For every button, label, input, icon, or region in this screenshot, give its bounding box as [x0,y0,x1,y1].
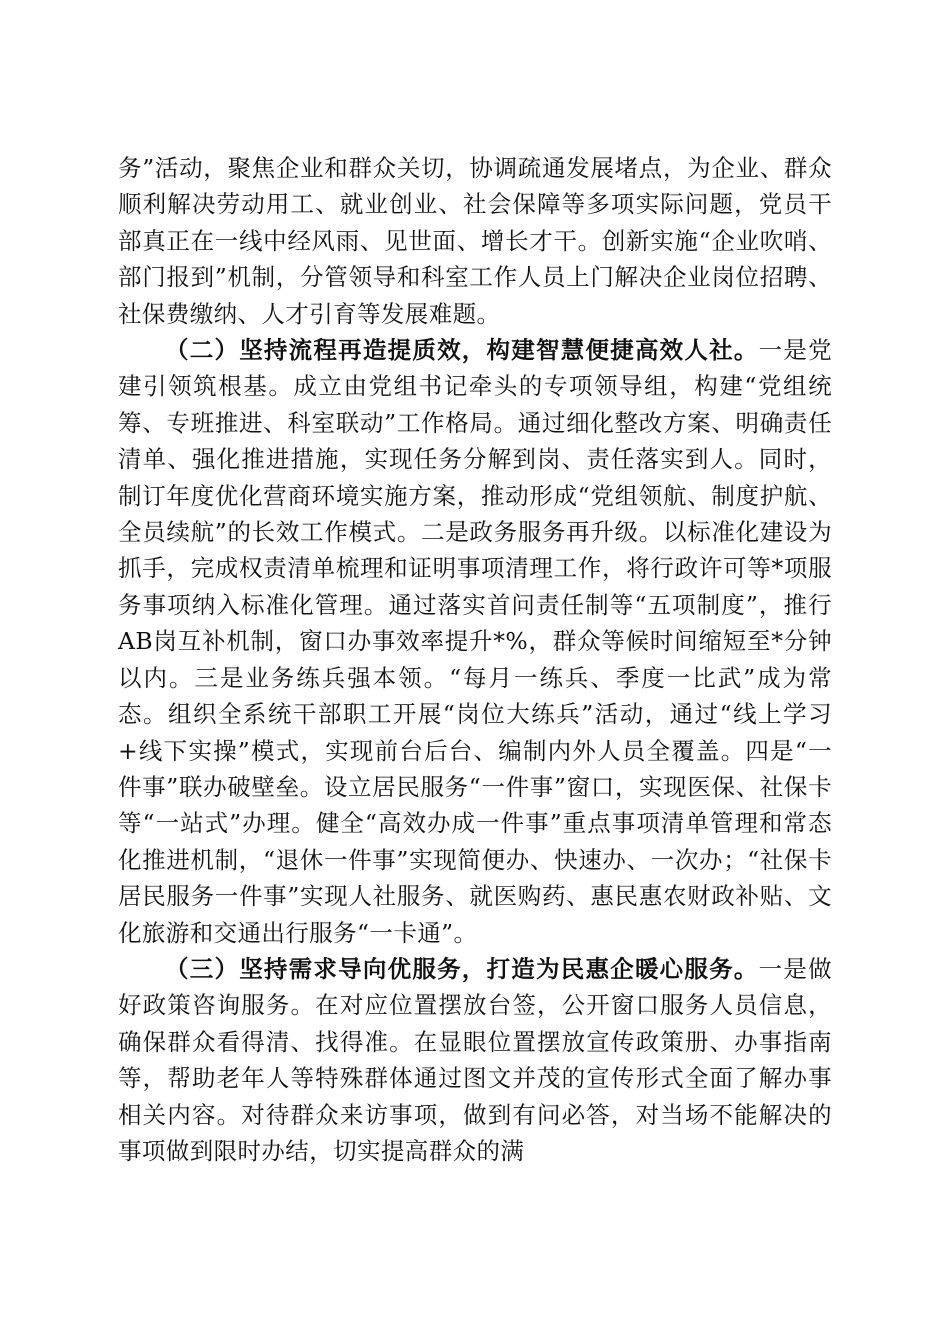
section-heading: （三）坚持需求导向优服务，打造为民惠企暖心服务。 [165,954,759,983]
document-page [118,150,832,1169]
paragraph-continued [118,150,832,332]
paragraph-body: 一是做好政策咨询服务。在对应位置摆放台签，公开窗口服务人员信息，确保群众看得清、找得准。在显眼位置摆放宣传政策册、办事指南等，帮助老年人等特殊群体通过图文并茂的宣传形式全面了解办事相关内容。对待群众来访事项，做到有问必答，对当场不能解决的事项做到限时办结，切实提高群众的满 [118,954,832,1165]
section-heading: （二）坚持流程再造提质效，构建智慧便捷高效人社。 [165,336,759,365]
paragraph-body: 务”活动，聚焦企业和群众关切，协调疏通发展堵点，为企业、群众顺利解决劳动用工、就业创业、社会保障等多项实际问题，党员干部真正在一线中经风雨、见世面、增长才干。创新实施“企业吹哨、部门报到”机制，分管领导和科室工作人员上门解决企业岗位招聘、社保费缴纳、人才引育等发展难题。 [118,154,832,328]
paragraph-body: 一是党建引领筑根基。成立由党组书记牵头的专项领导组，构建“党组统筹、专班推进、科室联动”工作格局。通过细化整改方案、明确责任清单、强化推进措施，实现任务分解到岗、责任落实到人。同时，制订年度优化营商环境实施方案，推动形成“党组领航、制度护航、全员续航”的长效工作模式。二是政务服务再升级。以标准化建设为抓手，完成权责清单梳理和证明事项清理工作，将行政许可等*项服务事项纳入标准化管理。通过落实首问责任制等“五项制度”，推行AB岗互补机制，窗口办事效率提升*%，群众等候时间缩短至*分钟以内。三是业务练兵强本领。“每月一练兵、季度一比武”成为常态。组织全系统干部职工开展“岗位大练兵”活动，通过“线上学习+线下实操”模式，实现前台后台、编制内外人员全覆盖。四是“一件事”联办破壁垒。设立居民服务“一件事”窗口，实现医保、社保卡等“一站式”办理。健全“高效办成一件事”重点事项清单管理和常态化推进机制，“退休一件事”实现简便办、快速办、一次办；“社保卡居民服务一件事”实现人社服务、就医购药、惠民惠农财政补贴、文化旅游和交通出行服务“一卡通”。 [118,336,832,947]
paragraph-section-3 [118,951,832,1169]
paragraph-section-2 [118,332,832,951]
